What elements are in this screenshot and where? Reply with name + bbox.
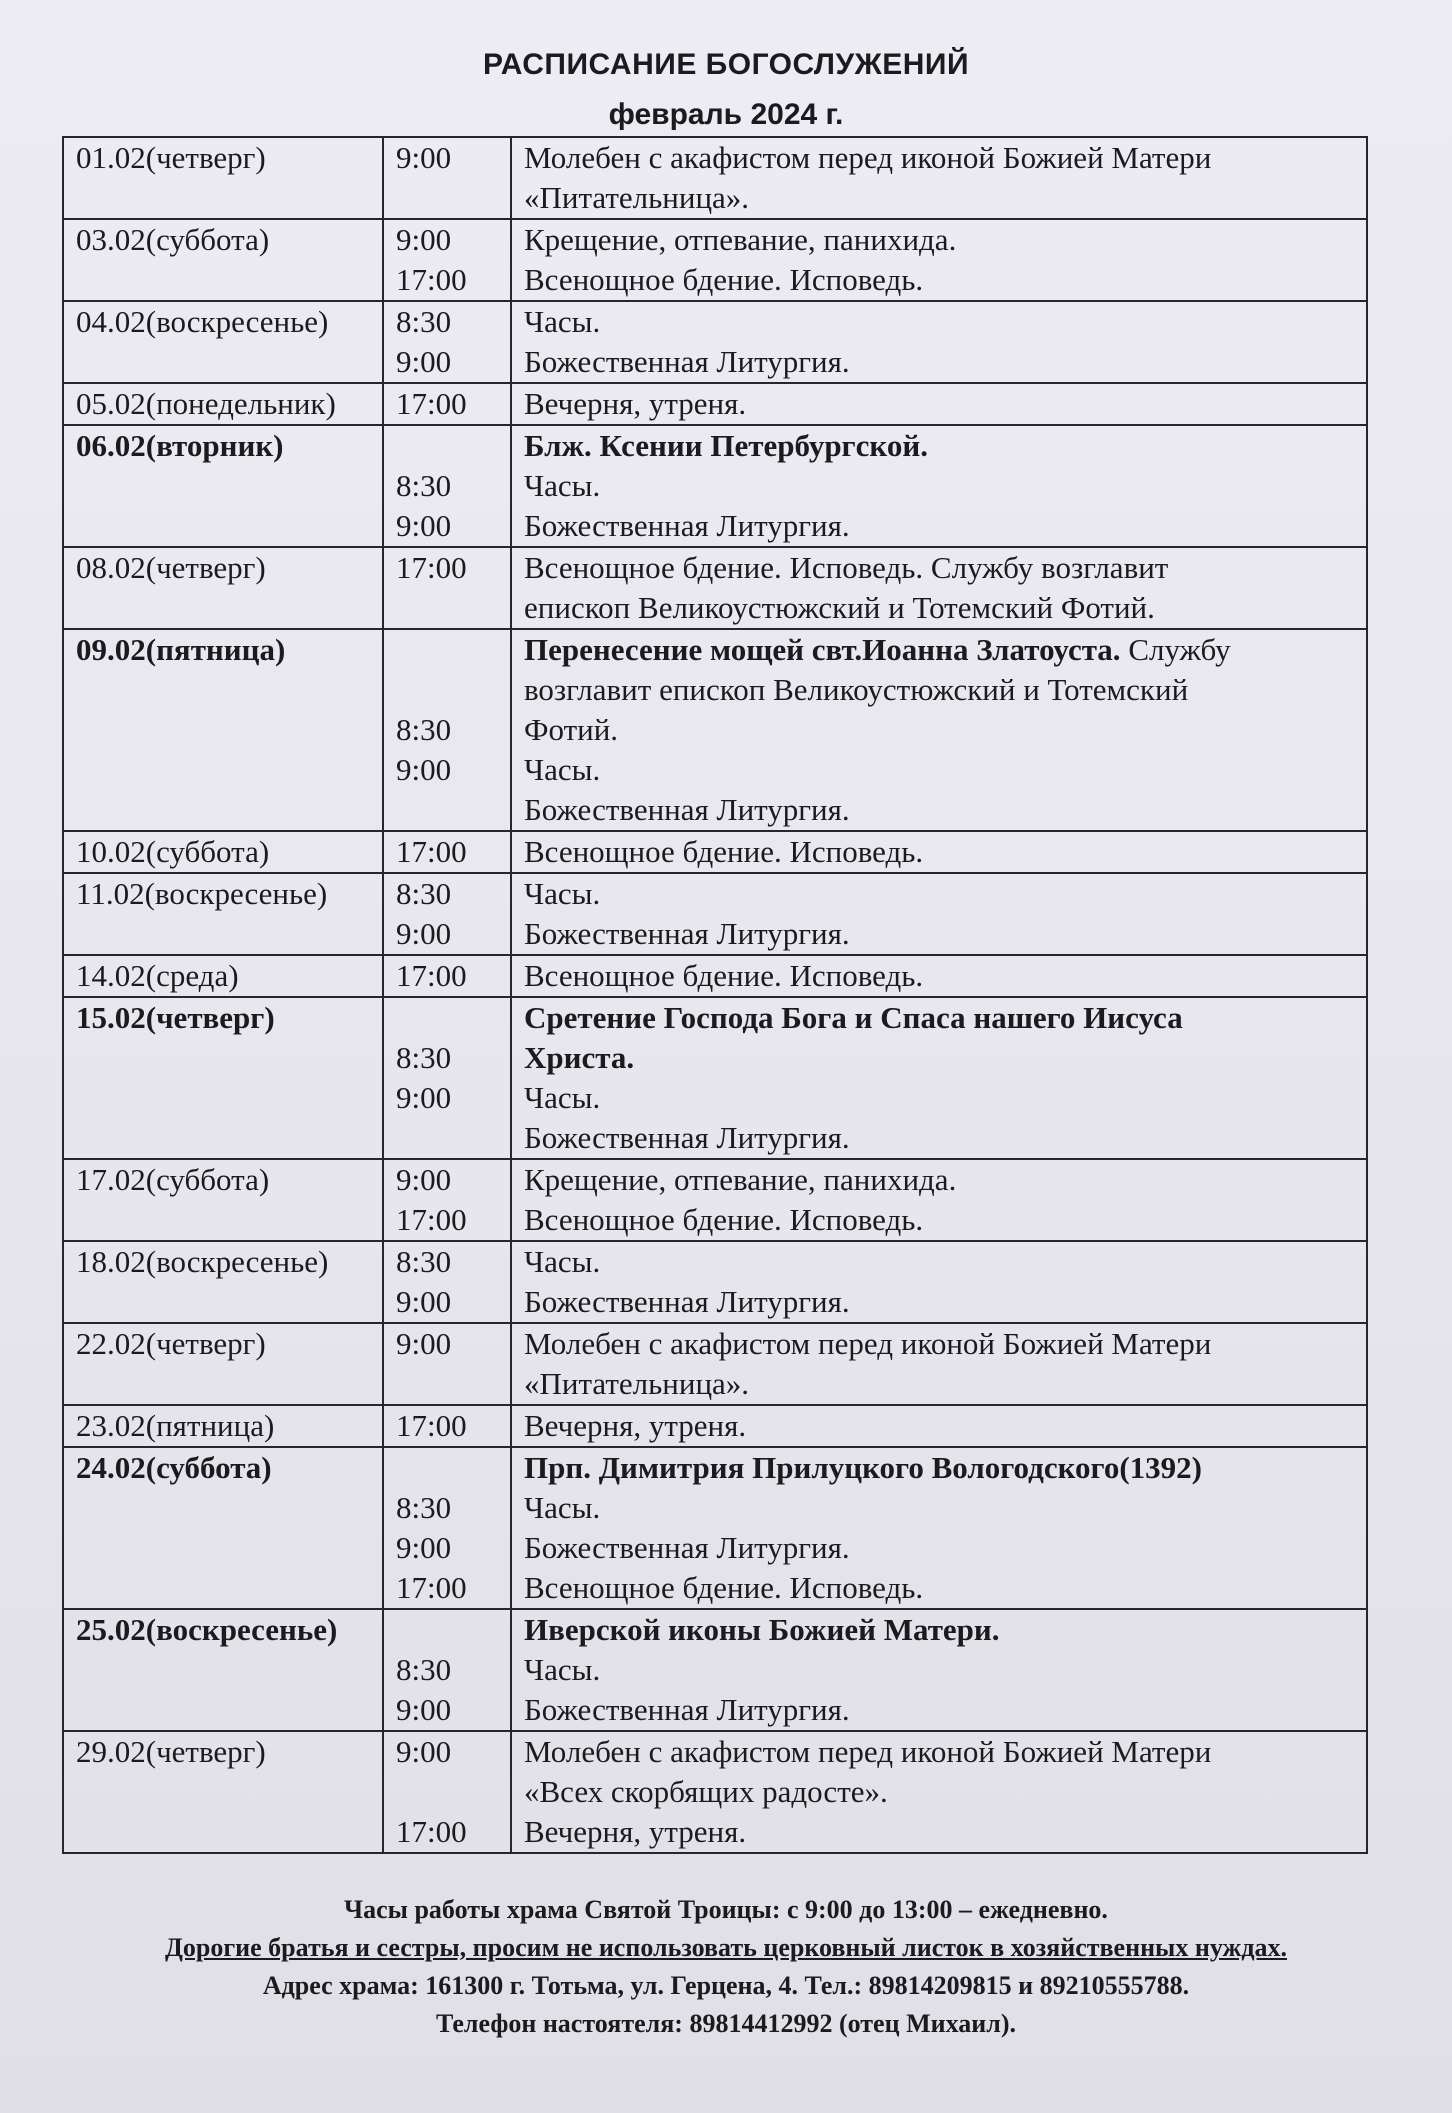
service-line xyxy=(524,588,1358,628)
service-line xyxy=(524,914,1358,954)
service-time: 17:00 xyxy=(396,1814,467,1849)
schedule-row xyxy=(63,301,1367,383)
service-text: Часы. xyxy=(524,468,601,503)
service-line xyxy=(524,1528,1358,1568)
schedule-services xyxy=(511,137,1367,219)
service-line xyxy=(524,1160,1358,1200)
schedule-date xyxy=(63,1609,383,1731)
schedule-date xyxy=(63,629,383,831)
service-line xyxy=(524,670,1358,710)
service-line xyxy=(524,832,1358,872)
footer-rector-phone: Телефон настоятеля: 89814412992 (отец Михаил). xyxy=(436,2009,1016,2038)
service-text: Божественная Литургия. xyxy=(524,344,850,379)
footer-notice: Дорогие братья и сестры, просим не использовать церковный листок в хозяйственных нуждах. xyxy=(165,1933,1287,1962)
service-text: Фотий. xyxy=(524,712,619,747)
schedule-services xyxy=(511,955,1367,997)
schedule-date-label: 18.02(воскресенье) xyxy=(76,1244,329,1279)
schedule-row xyxy=(63,1731,1367,1853)
service-time xyxy=(396,1364,502,1404)
schedule-date-label: 29.02(четверг) xyxy=(76,1734,266,1769)
service-time: 9:00 xyxy=(396,1734,452,1769)
service-line xyxy=(524,466,1358,506)
service-line xyxy=(524,260,1358,300)
service-line xyxy=(524,998,1358,1038)
service-line xyxy=(524,1364,1358,1404)
schedule-times xyxy=(383,1159,511,1241)
service-text: Христа. xyxy=(524,1040,635,1075)
service-time: 9:00 xyxy=(396,1162,452,1197)
schedule-row xyxy=(63,1323,1367,1405)
service-text: Божественная Литургия. xyxy=(524,1284,850,1319)
service-line xyxy=(524,956,1358,996)
service-text: Часы. xyxy=(524,752,601,787)
service-time xyxy=(396,1772,502,1812)
service-line xyxy=(524,1812,1358,1852)
service-time xyxy=(396,1118,502,1158)
schedule-date xyxy=(63,1159,383,1241)
service-line xyxy=(524,1200,1358,1240)
schedule-date xyxy=(63,383,383,425)
service-line xyxy=(524,1690,1358,1730)
footer-hours: Часы работы храма Святой Троицы: с 9:00 до 13:00 – ежедневно. xyxy=(344,1895,1108,1924)
schedule-times xyxy=(383,873,511,955)
service-time: 8:30 xyxy=(396,304,452,339)
schedule-times xyxy=(383,1447,511,1609)
schedule-date xyxy=(63,137,383,219)
schedule-row xyxy=(63,1447,1367,1609)
schedule-times xyxy=(383,219,511,301)
schedule-services xyxy=(511,219,1367,301)
service-text: Сретение Господа Бога и Спаса нашего Иисуса xyxy=(524,1000,1183,1035)
service-line xyxy=(524,426,1358,466)
schedule-times xyxy=(383,383,511,425)
schedule-date-label: 23.02(пятница) xyxy=(76,1408,275,1443)
service-time: 8:30 xyxy=(396,1040,452,1075)
service-line xyxy=(524,384,1358,424)
schedule-row xyxy=(63,137,1367,219)
service-time: 9:00 xyxy=(396,752,452,787)
service-time: 9:00 xyxy=(396,1692,452,1727)
schedule-services xyxy=(511,1609,1367,1731)
schedule-services xyxy=(511,997,1367,1159)
service-text: Часы. xyxy=(524,1652,601,1687)
schedule-times xyxy=(383,1241,511,1323)
service-text: Молебен с акафистом перед иконой Божией Матери xyxy=(524,140,1212,175)
schedule-times xyxy=(383,1609,511,1731)
service-line xyxy=(524,1488,1358,1528)
schedule-date xyxy=(63,1241,383,1323)
service-text: Часы. xyxy=(524,876,601,911)
service-time xyxy=(396,426,502,466)
service-line xyxy=(524,342,1358,382)
schedule-times xyxy=(383,955,511,997)
service-text: Молебен с акафистом перед иконой Божией Матери xyxy=(524,1734,1212,1769)
schedule-table xyxy=(62,136,1368,1854)
schedule-row xyxy=(63,955,1367,997)
schedule-date-label: 15.02(четверг) xyxy=(76,1000,275,1035)
schedule-date xyxy=(63,997,383,1159)
schedule-date xyxy=(63,1447,383,1609)
schedule-times xyxy=(383,629,511,831)
schedule-services xyxy=(511,629,1367,831)
service-line xyxy=(524,178,1358,218)
schedule-date-label: 06.02(вторник) xyxy=(76,428,284,463)
service-time: 9:00 xyxy=(396,916,452,951)
schedule-date xyxy=(63,1405,383,1447)
service-text: «Всех скорбящих радосте». xyxy=(524,1774,888,1809)
service-time: 8:30 xyxy=(396,876,452,911)
service-time: 17:00 xyxy=(396,834,467,869)
service-text: Всенощное бдение. Исповедь. Службу возглавит xyxy=(524,550,1169,585)
schedule-services xyxy=(511,1323,1367,1405)
service-line xyxy=(524,1448,1358,1488)
schedule-date-label: 11.02(воскресенье) xyxy=(76,876,328,911)
service-text: Вечерня, утреня. xyxy=(524,1408,747,1443)
service-time xyxy=(396,670,502,710)
schedule-date xyxy=(63,301,383,383)
service-text: Божественная Литургия. xyxy=(524,1120,850,1155)
service-time: 17:00 xyxy=(396,958,467,993)
service-line xyxy=(524,1732,1358,1772)
schedule-row xyxy=(63,831,1367,873)
schedule-services xyxy=(511,831,1367,873)
schedule-services xyxy=(511,1241,1367,1323)
service-line xyxy=(524,1282,1358,1322)
service-line xyxy=(524,750,1358,790)
schedule-date xyxy=(63,425,383,547)
service-time: 8:30 xyxy=(396,712,452,747)
service-text: Божественная Литургия. xyxy=(524,792,850,827)
service-time xyxy=(396,998,502,1038)
service-line xyxy=(524,1568,1358,1608)
service-text: Всенощное бдение. Исповедь. xyxy=(524,834,924,869)
service-line xyxy=(524,302,1358,342)
schedule-times xyxy=(383,1405,511,1447)
service-line xyxy=(524,1324,1358,1364)
service-time: 17:00 xyxy=(396,262,467,297)
schedule-date xyxy=(63,1731,383,1853)
schedule-row xyxy=(63,219,1367,301)
service-text-tail: Службу xyxy=(1120,632,1231,667)
schedule-date xyxy=(63,219,383,301)
service-text: Перенесение мощей свт.Иоанна Златоуста. xyxy=(524,632,1121,667)
schedule-date-label: 05.02(понедельник) xyxy=(76,386,336,421)
service-text: Прп. Димитрия Прилуцкого Вологодского(1392) xyxy=(524,1450,1203,1485)
service-text: Молебен с акафистом перед иконой Божией Матери xyxy=(524,1326,1212,1361)
service-time: 17:00 xyxy=(396,550,467,585)
schedule-date-label: 03.02(суббота) xyxy=(76,222,270,257)
schedule-row xyxy=(63,1241,1367,1323)
schedule-services xyxy=(511,873,1367,955)
service-text: возглавит епископ Великоустюжский и Тотемский xyxy=(524,672,1189,707)
service-line xyxy=(524,1772,1358,1812)
service-text: Всенощное бдение. Исповедь. xyxy=(524,1202,924,1237)
service-line xyxy=(524,1650,1358,1690)
schedule-times xyxy=(383,301,511,383)
service-time: 8:30 xyxy=(396,1244,452,1279)
schedule-services xyxy=(511,383,1367,425)
schedule-times xyxy=(383,831,511,873)
service-text: «Питательница». xyxy=(524,180,750,215)
schedule-row xyxy=(63,425,1367,547)
schedule-times xyxy=(383,425,511,547)
service-line xyxy=(524,1610,1358,1650)
schedule-date xyxy=(63,955,383,997)
service-text: Крещение, отпевание, панихида. xyxy=(524,1162,957,1197)
service-time: 9:00 xyxy=(396,344,452,379)
schedule-services xyxy=(511,547,1367,629)
service-line xyxy=(524,630,1358,670)
service-time xyxy=(396,1610,502,1650)
service-time: 9:00 xyxy=(396,1530,452,1565)
service-time: 17:00 xyxy=(396,1570,467,1605)
service-time xyxy=(396,630,502,670)
service-line xyxy=(524,548,1358,588)
service-text: Часы. xyxy=(524,304,601,339)
service-time: 9:00 xyxy=(396,1326,452,1361)
service-text: «Питательница». xyxy=(524,1366,750,1401)
service-line xyxy=(524,1038,1358,1078)
schedule-date-label: 24.02(суббота) xyxy=(76,1450,272,1485)
service-text: Часы. xyxy=(524,1080,601,1115)
service-text: Всенощное бдение. Исповедь. xyxy=(524,262,924,297)
schedule-date-label: 25.02(воскресенье) xyxy=(76,1612,338,1647)
service-time: 9:00 xyxy=(396,1080,452,1115)
schedule-date xyxy=(63,547,383,629)
service-time xyxy=(396,178,502,218)
service-time xyxy=(396,1448,502,1488)
page-title: РАСПИСАНИЕ БОГОСЛУЖЕНИЙ xyxy=(482,48,970,81)
service-text: Божественная Литургия. xyxy=(524,1530,850,1565)
schedule-date xyxy=(63,831,383,873)
service-text: Божественная Литургия. xyxy=(524,508,850,543)
schedule-date-label: 01.02(четверг) xyxy=(76,140,266,175)
service-line xyxy=(524,1242,1358,1282)
service-line xyxy=(524,1406,1358,1446)
schedule-date xyxy=(63,1323,383,1405)
service-time: 8:30 xyxy=(396,1490,452,1525)
service-text: Блж. Ксении Петербургской. xyxy=(524,428,928,463)
schedule-row xyxy=(63,1159,1367,1241)
schedule-row xyxy=(63,873,1367,955)
service-time xyxy=(396,790,502,830)
schedule-services xyxy=(511,1447,1367,1609)
schedule-row xyxy=(63,629,1367,831)
schedule-row xyxy=(63,383,1367,425)
schedule-times xyxy=(383,547,511,629)
schedule-date-label: 04.02(воскресенье) xyxy=(76,304,329,339)
schedule-times xyxy=(383,1323,511,1405)
schedule-services xyxy=(511,425,1367,547)
service-time: 9:00 xyxy=(396,140,452,175)
service-line xyxy=(524,874,1358,914)
service-time: 17:00 xyxy=(396,1408,467,1443)
page-subtitle: февраль 2024 г. xyxy=(608,98,844,131)
schedule-body xyxy=(63,137,1367,1853)
service-text: Всенощное бдение. Исповедь. xyxy=(524,958,924,993)
service-text: Божественная Литургия. xyxy=(524,1692,850,1727)
schedule-date-label: 17.02(суббота) xyxy=(76,1162,270,1197)
schedule-row xyxy=(63,997,1367,1159)
service-text: Вечерня, утреня. xyxy=(524,1814,747,1849)
service-text: Божественная Литургия. xyxy=(524,916,850,951)
service-text: епископ Великоустюжский и Тотемский Фотий. xyxy=(524,590,1155,625)
schedule-times xyxy=(383,997,511,1159)
schedule-row xyxy=(63,1609,1367,1731)
service-line xyxy=(524,1078,1358,1118)
service-text: Иверской иконы Божией Матери. xyxy=(524,1612,1000,1647)
schedule-row xyxy=(63,547,1367,629)
service-time xyxy=(396,588,502,628)
schedule-row xyxy=(63,1405,1367,1447)
service-text: Часы. xyxy=(524,1244,601,1279)
schedule-services xyxy=(511,1159,1367,1241)
service-line xyxy=(524,790,1358,830)
service-text: Часы. xyxy=(524,1490,601,1525)
service-line xyxy=(524,1118,1358,1158)
service-time: 9:00 xyxy=(396,222,452,257)
service-time: 8:30 xyxy=(396,1652,452,1687)
service-time: 9:00 xyxy=(396,1284,452,1319)
schedule-date xyxy=(63,873,383,955)
service-time: 17:00 xyxy=(396,1202,467,1237)
service-line xyxy=(524,138,1358,178)
footer-address: Адрес храма: 161300 г. Тотьма, ул. Герцена, 4. Тел.: 89814209815 и 89210555788. xyxy=(262,1971,1190,2000)
service-time: 17:00 xyxy=(396,386,467,421)
schedule-times xyxy=(383,137,511,219)
schedule-date-label: 10.02(суббота) xyxy=(76,834,270,869)
service-text: Вечерня, утреня. xyxy=(524,386,747,421)
service-line xyxy=(524,506,1358,546)
schedule-date-label: 22.02(четверг) xyxy=(76,1326,266,1361)
service-time: 8:30 xyxy=(396,468,452,503)
service-line xyxy=(524,710,1358,750)
service-line xyxy=(524,220,1358,260)
schedule-date-label: 09.02(пятница) xyxy=(76,632,286,667)
schedule-services xyxy=(511,1731,1367,1853)
service-time: 9:00 xyxy=(396,508,452,543)
schedule-services xyxy=(511,1405,1367,1447)
schedule-date-label: 14.02(среда) xyxy=(76,958,239,993)
schedule-services xyxy=(511,301,1367,383)
schedule-times xyxy=(383,1731,511,1853)
service-text: Крещение, отпевание, панихида. xyxy=(524,222,957,257)
service-text: Всенощное бдение. Исповедь. xyxy=(524,1570,924,1605)
schedule-date-label: 08.02(четверг) xyxy=(76,550,266,585)
